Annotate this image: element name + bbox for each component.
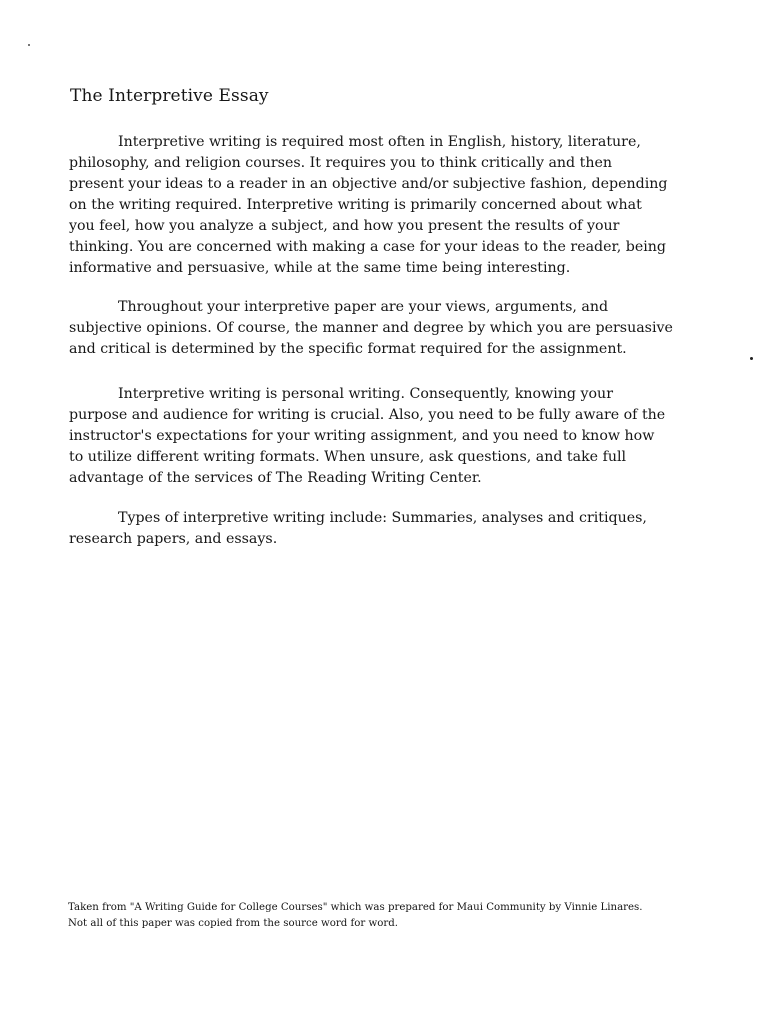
paragraph-line: on the writing required. Interpretive writing is primarily concerned about what — [69, 197, 642, 213]
paragraph-line: subjective opinions. Of course, the manner and degree by which you are persuasive — [69, 320, 673, 336]
paragraph-line: present your ideas to a reader in an objective and/or subjective fashion, depending — [69, 176, 668, 192]
paragraph-line: Types of interpretive writing include: Summaries, analyses and critiques, — [118, 510, 647, 526]
paragraph-2 — [69, 297, 673, 360]
footnote-line: Not all of this paper was copied from the source word for word. — [68, 918, 398, 929]
document-title: The Interpretive Essay — [70, 86, 269, 106]
paragraph-4 — [69, 508, 669, 550]
paragraph-line: Throughout your interpretive paper are your views, arguments, and — [118, 299, 609, 315]
paragraph-line: informative and persuasive, while at the same time being interesting. — [69, 260, 571, 276]
paragraph-line: to utilize different writing formats. When unsure, ask questions, and take full — [69, 449, 627, 465]
paragraph-line: philosophy, and religion courses. It requires you to think critically and then — [69, 155, 613, 171]
paragraph-line: Interpretive writing is personal writing. Consequently, knowing your — [118, 386, 613, 402]
paragraph-line: purpose and audience for writing is crucial. Also, you need to be fully aware of the — [69, 407, 666, 423]
source-footnote — [68, 900, 708, 932]
paragraph-line: research papers, and essays. — [69, 531, 278, 547]
footnote-line: Taken from "A Writing Guide for College Courses" which was prepared for Maui Community by Vinnie Linares. — [68, 902, 643, 913]
paragraph-line: instructor's expectations for your writing assignment, and you need to know how — [69, 428, 655, 444]
scan-speck — [750, 357, 753, 360]
paragraph-3 — [69, 384, 669, 489]
paragraph-line: Interpretive writing is required most often in English, history, literature, — [118, 134, 641, 150]
scan-speck — [28, 44, 30, 46]
paragraph-line: and critical is determined by the specific format required for the assignment. — [69, 341, 627, 357]
paragraph-line: you feel, how you analyze a subject, and how you present the results of your — [69, 218, 620, 234]
paragraph-line: advantage of the services of The Reading Writing Center. — [69, 470, 482, 486]
paragraph-line: thinking. You are concerned with making a case for your ideas to the reader, being — [69, 239, 667, 255]
paragraph-1 — [69, 132, 669, 279]
